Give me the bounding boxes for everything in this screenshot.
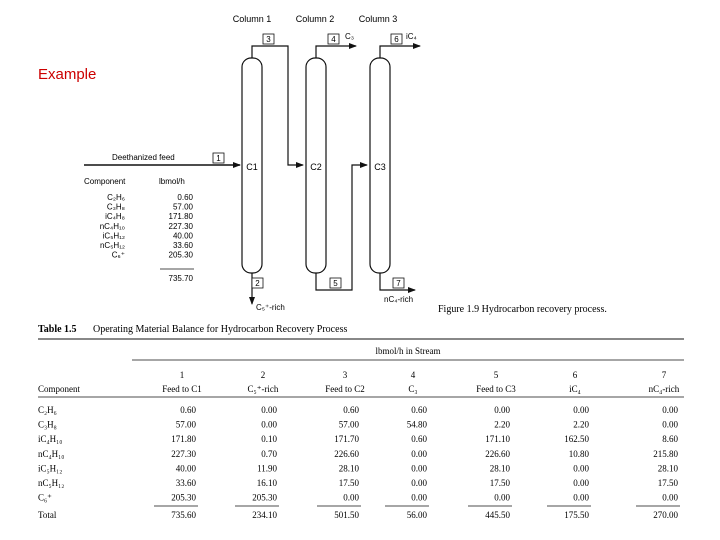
feed-table-flow: 40.00	[172, 231, 193, 241]
table-cell: 0.70	[261, 448, 277, 459]
table-cell: 215.80	[653, 448, 678, 459]
feed-table-component: nC₅H₁₂	[99, 241, 125, 250]
table-cell: 0.00	[411, 492, 427, 503]
stream-4-number: 4	[331, 35, 336, 44]
feed-table-total: 735.70	[168, 274, 193, 283]
table-cell: 0.60	[411, 434, 427, 445]
table-total-cell: 270.00	[653, 510, 678, 520]
table-stream-name: C₅⁺-rich	[247, 384, 279, 394]
table-component-header: Component	[38, 384, 80, 394]
stream-4-outlet-label: C₃	[345, 32, 355, 41]
column-2-label: Column 2	[295, 14, 335, 24]
table-stream-name: Feed to C1	[162, 384, 202, 394]
table-stream-number: 6	[572, 370, 578, 380]
table-cell: 40.00	[175, 463, 196, 474]
feed-table-flow: 205.30	[168, 250, 193, 260]
table-stream-number: 5	[493, 370, 499, 380]
column-2-tag: C2	[310, 162, 322, 172]
column-1-tag: C1	[246, 162, 258, 172]
table-cell: 0.00	[411, 463, 427, 474]
table-cell: 28.10	[338, 463, 359, 474]
table-row-component: nC₄H₁₀	[38, 448, 65, 459]
table-stream-number: 3	[342, 370, 348, 380]
table-cell: 171.80	[171, 434, 196, 445]
table-cell: 0.00	[494, 405, 510, 415]
table-cell: 0.00	[343, 492, 359, 503]
table-cell: 17.50	[338, 478, 359, 488]
table-total-label: Total	[38, 510, 57, 520]
table-total-cell: 175.50	[564, 510, 589, 520]
table-stream-number: 2	[260, 370, 266, 380]
table-cell: 2.20	[494, 419, 510, 430]
column-1-label: Column 1	[232, 14, 272, 24]
feed-table-rows	[100, 193, 194, 260]
table-cell: 0.00	[662, 419, 678, 430]
table-cell: 0.00	[662, 405, 678, 415]
table-cell: 33.60	[175, 478, 196, 488]
table-cell: 227.30	[171, 448, 196, 459]
table-stream-name: iC₄	[569, 384, 581, 394]
table-total-cell: 501.50	[334, 510, 359, 520]
table-cell: 0.00	[573, 478, 589, 488]
feed-table-component: iC₄H₈	[105, 212, 125, 222]
table-cell: 0.60	[343, 405, 359, 415]
stream-6-outlet-label: iC₄	[406, 32, 417, 41]
table-cell: 171.70	[334, 434, 359, 445]
stream-5-number: 5	[333, 279, 338, 288]
stream-2-outlet-label: C₅⁺-rich	[256, 303, 285, 312]
feed-table-component: C₆⁺	[111, 250, 125, 260]
table-cell: 226.60	[334, 448, 359, 459]
table-cell: 17.50	[657, 478, 678, 488]
table-stream-headers	[162, 370, 680, 394]
feed-table-component-header: Component	[84, 177, 126, 186]
table-stream-number: 1	[179, 370, 185, 380]
table-cell: 0.00	[573, 463, 589, 474]
table-cell: 0.10	[261, 434, 277, 445]
table-total-cell: 445.50	[485, 510, 510, 520]
table-cell: 28.10	[489, 463, 510, 474]
column-3-label: Column 3	[358, 14, 398, 24]
table-row-component: nC₅H₁₂	[38, 478, 65, 488]
feed-table-flow: 57.00	[172, 202, 193, 212]
stream-2-number: 2	[255, 279, 260, 288]
table-cell: 28.10	[657, 463, 678, 474]
table-stream-name: C₃	[408, 384, 418, 394]
table-stream-name: Feed to C2	[325, 384, 365, 394]
stream-6-number: 6	[394, 35, 399, 44]
table-cell: 57.00	[175, 419, 196, 430]
table-body	[38, 405, 679, 503]
table-cell: 205.30	[171, 492, 196, 503]
table-row-component: C₂H₆	[38, 405, 57, 415]
slide-heading: Example	[38, 66, 97, 83]
stream-1-number: 1	[216, 154, 221, 163]
table-cell: 0.00	[261, 419, 277, 430]
figure-caption: Figure 1.9 Hydrocarbon recovery process.	[438, 304, 607, 315]
stream-7-number: 7	[396, 279, 401, 288]
table-cell: 226.60	[485, 448, 510, 459]
table-stream-name: Feed to C3	[476, 384, 516, 394]
table-stream-number: 7	[661, 370, 667, 380]
feed-table-flow: 0.60	[177, 193, 193, 202]
table-cell: 57.00	[338, 419, 359, 430]
table-cell: 0.00	[261, 405, 277, 415]
table-cell: 17.50	[489, 478, 510, 488]
table-group-header: lbmol/h in Stream	[375, 346, 441, 356]
table-cell: 0.60	[180, 405, 196, 415]
table-row-component: C₆⁺	[38, 492, 52, 503]
feed-table-flow: 33.60	[172, 241, 193, 250]
table-row-component: iC₅H₁₂	[38, 463, 63, 474]
feed-table-flow-header: lbmol/h	[159, 177, 185, 186]
table-stream-number: 4	[410, 370, 416, 380]
feed-table-flow: 171.80	[168, 212, 193, 222]
feed-table-component: C₃H₈	[106, 202, 125, 212]
table-total-cell: 56.00	[406, 510, 427, 520]
table-number: Table 1.5	[38, 324, 77, 335]
table-cell: 0.00	[411, 448, 427, 459]
table-cell: 162.50	[564, 434, 589, 445]
table-total-cell: 234.10	[252, 510, 277, 520]
table-cell: 10.80	[568, 448, 589, 459]
table-cell: 0.60	[411, 405, 427, 415]
table-stream-name: nC₄-rich	[648, 384, 680, 394]
stream-7-outlet-label: nC₄-rich	[384, 295, 414, 304]
feed-table-component: iC₅H₁₂	[102, 231, 125, 241]
table-row-component: C₃H₈	[38, 419, 57, 430]
table-cell: 16.10	[256, 478, 277, 488]
stream-6-line	[380, 46, 420, 58]
table-row-component: iC₄H₁₀	[38, 434, 63, 445]
table-cell: 0.00	[662, 492, 678, 503]
table-cell: 0.00	[573, 492, 589, 503]
table-cell: 0.00	[573, 405, 589, 415]
table-title: Operating Material Balance for Hydrocarbon Recovery Process	[93, 324, 348, 335]
table-cell: 171.10	[485, 434, 510, 445]
feed-label: Deethanized feed	[112, 153, 175, 162]
table-cell: 205.30	[252, 492, 277, 503]
feed-table-component: nC₄H₁₀	[99, 221, 125, 231]
table-cell: 11.90	[257, 463, 277, 474]
table-cell: 0.00	[411, 478, 427, 488]
table-cell: 54.80	[406, 419, 427, 430]
feed-table-component: C₂H₆	[107, 193, 125, 202]
table-total-cell: 735.60	[171, 510, 196, 520]
table-cell: 8.60	[662, 434, 678, 445]
feed-table-flow: 227.30	[168, 221, 193, 231]
table-cell: 0.00	[494, 492, 510, 503]
stream-3-number: 3	[266, 35, 271, 44]
table-cell: 2.20	[573, 419, 589, 430]
stream-4-line	[316, 46, 356, 58]
table-total-row	[38, 510, 679, 520]
column-3-tag: C3	[374, 162, 386, 172]
